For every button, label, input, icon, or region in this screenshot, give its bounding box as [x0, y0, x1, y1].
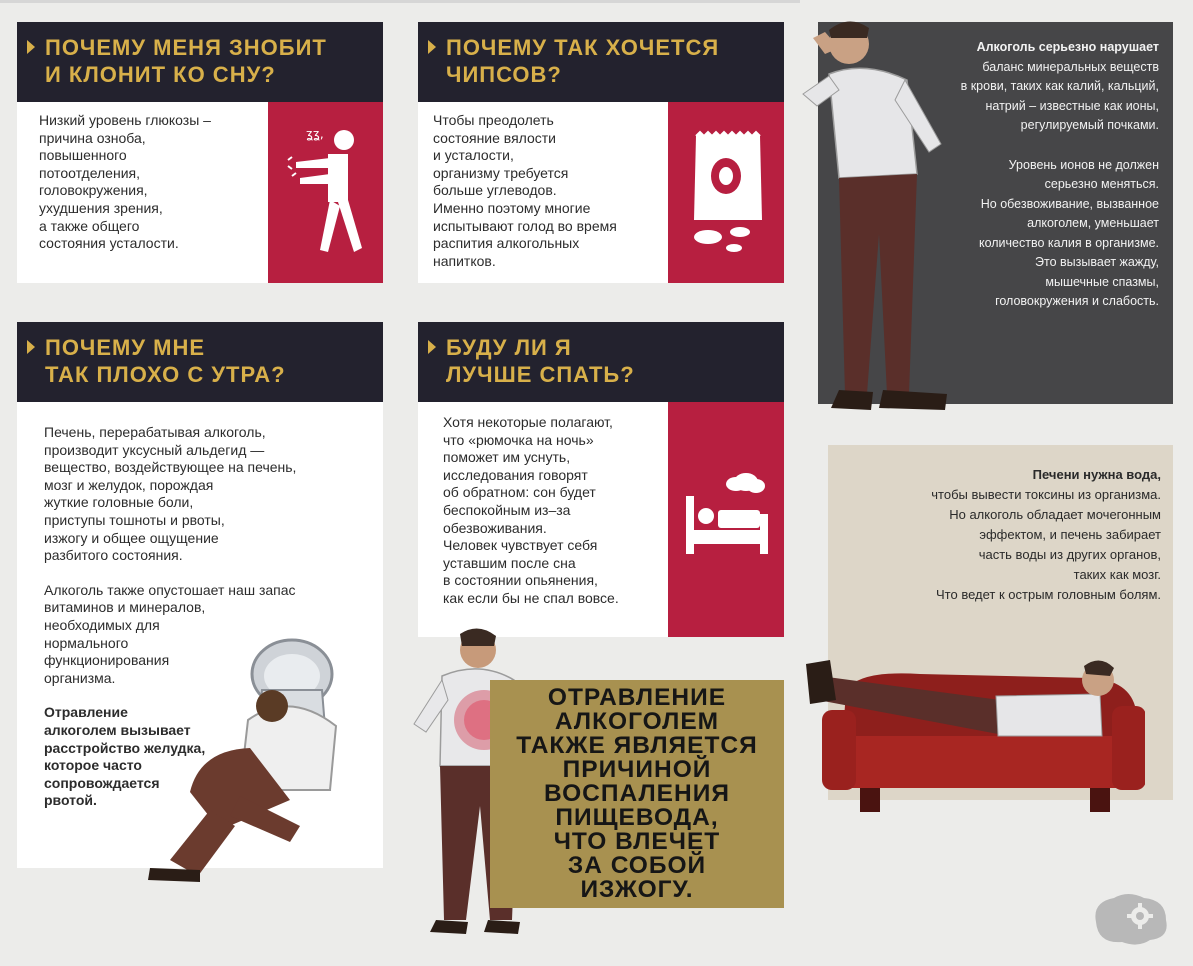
gold-panel-line: ЗА СОБОЙ [567, 852, 707, 879]
card2-text-line: организму требуется [433, 164, 569, 181]
card4-text-line: в состоянии опьянения, [443, 572, 598, 589]
card3-header [17, 322, 383, 402]
minerals-panel-line: регулируемый почками. [1020, 118, 1159, 132]
card3-bold-line: которое часто [44, 757, 142, 774]
card3-text-line: функционирования [44, 652, 170, 669]
card2-text-line: больше углеводов. [433, 182, 557, 199]
minerals-panel-line: в крови, таких как калий, кальций, [960, 79, 1159, 93]
card3-bullet-icon [27, 340, 35, 354]
vomiting-man-illustration [140, 630, 385, 885]
card4-text-line: беспокойным из–за [443, 501, 571, 518]
card1-text-line: а также общего [39, 217, 140, 234]
card1-text-line: состояния усталости. [39, 235, 179, 252]
card1-text-line: повышенного [39, 147, 127, 164]
card2-text-line: Именно поэтому многие [433, 199, 591, 216]
minerals-panel-line: баланс минеральных веществ [982, 59, 1159, 74]
gear-brain-logo-icon [1088, 892, 1172, 948]
card4-header [418, 322, 784, 402]
card1-bullet-icon [27, 40, 35, 54]
minerals-panel-bold: Алкоголь серьезно нарушает [976, 40, 1159, 54]
card2-text-line: и усталости, [433, 147, 514, 164]
card3-text-line: витаминов и минералов, [44, 599, 206, 616]
card2-title-line: ПОЧЕМУ ТАК ХОЧЕТСЯ [446, 35, 720, 60]
card3-title-line: ПОЧЕМУ МНЕ [45, 335, 206, 360]
card2-text-line: состояние вялости [433, 129, 556, 146]
card1-icon-panel [268, 102, 383, 283]
card4-title-line: БУДУ ЛИ Я [446, 335, 572, 360]
minerals-panel-line: мышечные спазмы, [1045, 274, 1159, 289]
card4-title-line: ЛУЧШЕ СПАТЬ? [446, 362, 635, 387]
gold-panel-line: ВОСПАЛЕНИЯ [544, 780, 730, 807]
shivering-person-icon [268, 102, 383, 283]
card1-body [17, 102, 268, 283]
gold-panel-line: ТАКЖЕ ЯВЛЯЕТСЯ [516, 732, 758, 759]
card3-title-line: ТАК ПЛОХО С УТРА? [45, 362, 286, 387]
card1-header [17, 22, 383, 102]
card1-text-line: Низкий уровень глюкозы – [39, 112, 211, 128]
top-decor-line [0, 0, 800, 3]
card4-text-line: уставшим после сна [443, 554, 576, 571]
gold-panel-line: ПИЩЕВОДА, [555, 804, 719, 831]
liver-panel-bold: Печени нужна вода, [1032, 467, 1161, 482]
card4-text-line: поможет им уснуть, [443, 449, 571, 466]
bed-person-icon [668, 402, 784, 637]
card2-header [418, 22, 784, 102]
minerals-panel-line: количество калия в организме. [978, 235, 1159, 250]
card1-text-line: ухудшения зрения, [39, 199, 163, 216]
card2-text-line: испытывают голод во время [433, 217, 617, 234]
card3-text-line: приступы тошноты и рвоты, [44, 511, 225, 528]
liver-panel-line: чтобы вывести токсины из организма. [931, 487, 1161, 502]
sofa-man-illustration [800, 640, 1145, 820]
card1-title-line: И КЛОНИТ КО СНУ? [45, 62, 276, 87]
liver-panel-line: Но алкоголь обладает мочегонным [949, 507, 1161, 522]
gold-panel-line: ПРИЧИНОЙ [562, 756, 712, 783]
card2-text-line: напитков. [433, 252, 496, 269]
card3-bold-line: Отравление [44, 704, 128, 721]
card1-title-line: ПОЧЕМУ МЕНЯ ЗНОБИТ [45, 35, 327, 60]
card2-title-line: ЧИПСОВ? [446, 62, 562, 87]
card3-text-line: мозг и желудок, порождая [44, 476, 214, 493]
svg-text:ʓʓ,: ʓʓ, [306, 127, 324, 141]
card4-body [418, 402, 668, 637]
card4-text-line: что «рюмочка на ночь» [443, 431, 594, 448]
card4-text-line: как если бы не спал вовсе. [443, 589, 619, 606]
card3-bold-line: сопровождается [44, 774, 160, 791]
liver-panel-line: таких как мозг. [1073, 567, 1161, 582]
minerals-panel-line: Но обезвоживание, вызванное [980, 196, 1159, 211]
card4-text-line: исследования говорят [443, 466, 588, 483]
liver-panel-line: Что ведет к острым головным болям. [936, 587, 1161, 602]
liver-panel-line: эффектом, и печень забирает [979, 527, 1161, 542]
card3-text-line: Алкоголь также опустошает наш запас [44, 581, 296, 598]
card1-text-line: причина озноба, [39, 129, 146, 146]
card2-text-line: распития алкогольных [433, 235, 580, 252]
card4-text-line: об обратном: сон будет [443, 484, 596, 501]
card3-text-line: изжогу и общее ощущение [44, 529, 219, 546]
minerals-panel-line: серьезно меняться. [1044, 177, 1159, 191]
card3-text-line: разбитого состояния. [44, 547, 183, 564]
minerals-panel-line: головокружения и слабость. [995, 294, 1159, 308]
card4-text-line: Человек чувствует себя [443, 537, 598, 554]
headache-man-illustration [795, 14, 955, 419]
card4-bullet-icon [428, 340, 436, 354]
card3-text-line: жуткие головные боли, [44, 494, 194, 511]
liver-panel-line: часть воды из других органов, [978, 547, 1161, 562]
card3-text-line: вещество, воздействующее на печень, [44, 459, 297, 476]
card2-bullet-icon [428, 40, 436, 54]
gold-panel-line: ОТРАВЛЕНИЕ [547, 684, 727, 711]
card3-bold-line: расстройство желудка, [44, 739, 206, 756]
card3-text-line: нормального [44, 634, 129, 651]
chips-bag-icon [668, 102, 784, 283]
minerals-panel-line: натрий – известные как ионы, [985, 98, 1159, 113]
card3-bold-line: алкоголем вызывает [44, 721, 191, 738]
card2-text-line: Чтобы преодолеть [433, 112, 554, 128]
esophagus-warning-panel [490, 680, 784, 908]
card3-text-line: необходимых для [44, 616, 160, 633]
minerals-panel-line: алкоголем, уменьшает [1027, 216, 1159, 230]
card3-text-line: организма. [44, 669, 116, 686]
gold-panel-line: АЛКОГОЛЕМ [554, 708, 720, 735]
minerals-panel-line: Это вызывает жажду, [1035, 255, 1159, 269]
card4-icon-panel [668, 402, 784, 637]
card1-text-line: головокружения, [39, 182, 148, 199]
card3-text-line: Печень, перерабатывая алкоголь, [44, 424, 266, 440]
card2-body [418, 102, 668, 283]
gold-panel-line: ИЗЖОГУ. [580, 876, 694, 903]
card4-text-line: обезвоживания. [443, 519, 547, 536]
minerals-panel-line: Уровень ионов не должен [1008, 157, 1159, 172]
card4-text-line: Хотя некоторые полагают, [443, 414, 613, 430]
card1-text-line: потоотделения, [39, 164, 140, 181]
card2-icon-panel [668, 102, 784, 283]
gold-panel-line: ЧТО ВЛЕЧЕТ [553, 828, 721, 855]
card3-text-line: производит уксусный альдегид — [44, 441, 265, 458]
card3-bold-line: рвотой. [44, 792, 97, 809]
